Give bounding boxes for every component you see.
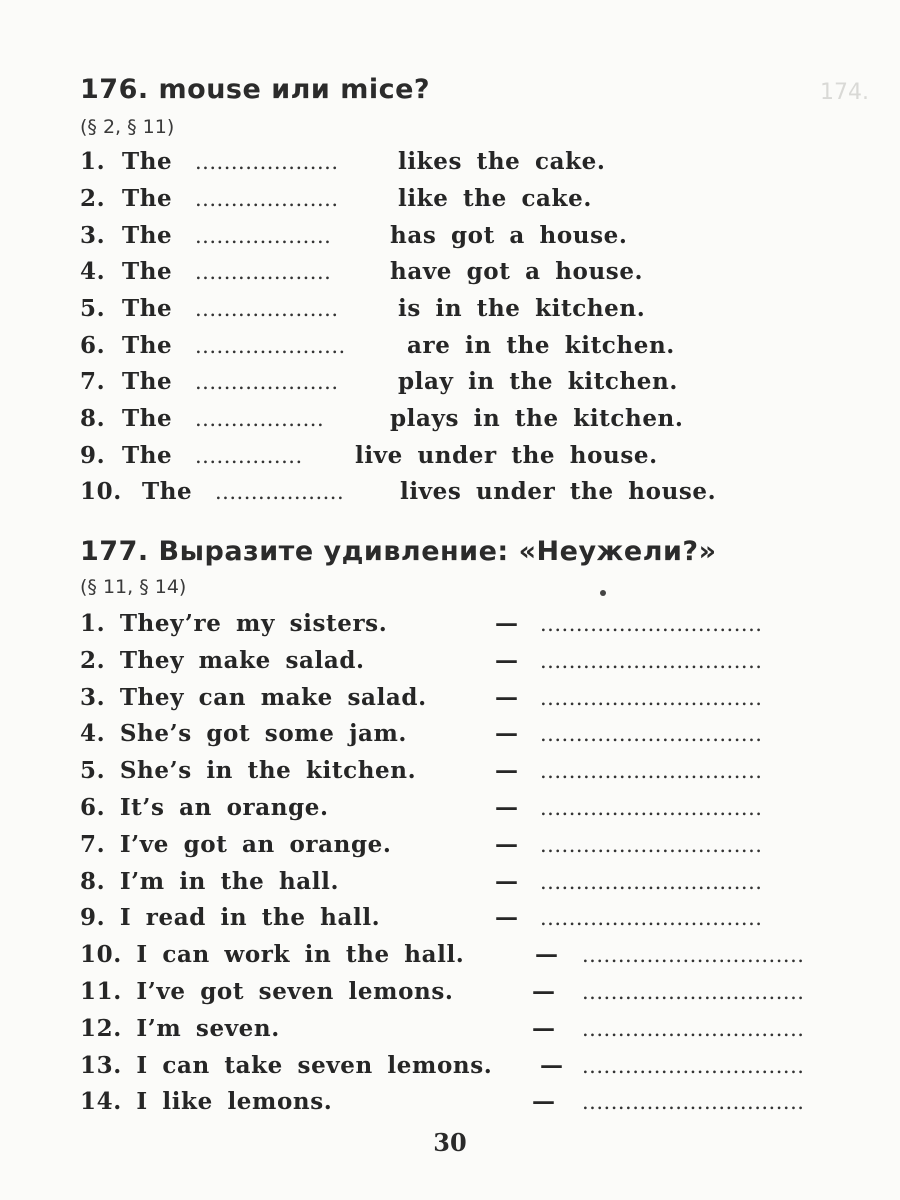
- answer-blank[interactable]: ...............................: [540, 906, 763, 930]
- exercise-176-item-number: 8.: [80, 405, 106, 432]
- exercise-176-item-number: 9.: [80, 442, 106, 469]
- em-dash: —: [495, 757, 518, 784]
- answer-blank[interactable]: ....................: [195, 297, 339, 321]
- exercise-177-sentence: 6. It’s an orange.: [80, 794, 329, 821]
- exercise-177-title: 177. Выразите удивление: «Неужели?»: [80, 536, 717, 567]
- answer-blank[interactable]: ...............................: [582, 1090, 805, 1114]
- exercise-177-sentence: 11. I’ve got seven lemons.: [80, 978, 454, 1005]
- exercise-176-item-number: 10.: [80, 478, 122, 505]
- exercise-176-item-number: 2.: [80, 185, 106, 212]
- answer-blank[interactable]: ...............................: [540, 759, 763, 783]
- answer-blank[interactable]: ..................: [215, 480, 345, 504]
- answer-blank[interactable]: ...............................: [582, 943, 805, 967]
- answer-blank[interactable]: ..................: [195, 407, 325, 431]
- exercise-176-item-suffix: is in the kitchen.: [398, 295, 646, 322]
- exercise-176-item-number: 3.: [80, 222, 106, 249]
- exercise-176-item-suffix: are in the kitchen.: [407, 332, 675, 359]
- exercise-176-item-suffix: plays in the kitchen.: [390, 405, 684, 432]
- exercise-177-sentence: 8. I’m in the hall.: [80, 868, 340, 895]
- em-dash: —: [495, 868, 518, 895]
- exercise-176-item-article: The: [122, 258, 173, 285]
- exercise-176-item-article: The: [142, 478, 193, 505]
- answer-blank[interactable]: ....................: [195, 187, 339, 211]
- exercise-176-item-number: 5.: [80, 295, 106, 322]
- em-dash: —: [535, 941, 558, 968]
- exercise-176-item-number: 1.: [80, 148, 106, 175]
- exercise-176-item-number: 4.: [80, 258, 106, 285]
- em-dash: —: [495, 684, 518, 711]
- answer-blank[interactable]: ...............................: [540, 649, 763, 673]
- exercise-176-item-suffix: like the cake.: [398, 185, 592, 212]
- page-number: 30: [433, 1128, 467, 1157]
- em-dash: —: [532, 1088, 555, 1115]
- answer-blank[interactable]: ...................: [195, 224, 332, 248]
- answer-blank[interactable]: ...............................: [582, 980, 805, 1004]
- exercise-176-item-article: The: [122, 405, 173, 432]
- exercise-177-sentence: 14. I like lemons.: [80, 1088, 333, 1115]
- answer-blank[interactable]: ...............................: [540, 686, 763, 710]
- answer-blank[interactable]: .....................: [195, 334, 346, 358]
- stray-dot: [600, 590, 606, 596]
- em-dash: —: [495, 647, 518, 674]
- answer-blank[interactable]: ...............................: [540, 612, 763, 636]
- em-dash: —: [495, 794, 518, 821]
- exercise-176-item-suffix: play in the kitchen.: [398, 368, 678, 395]
- exercise-176-item-article: The: [122, 368, 173, 395]
- exercise-176-item-suffix: lives under the house.: [400, 478, 717, 505]
- exercise-177-sentence: 5. She’s in the kitchen.: [80, 757, 417, 784]
- exercise-176-title: 176. mouse или mice?: [80, 74, 431, 105]
- exercise-177-reference: (§ 11, § 14): [80, 576, 187, 598]
- exercise-177-sentence: 4. She’s got some jam.: [80, 720, 408, 747]
- answer-blank[interactable]: ....................: [195, 150, 339, 174]
- exercise-176-item-article: The: [122, 222, 173, 249]
- exercise-177-sentence: 2. They make salad.: [80, 647, 365, 674]
- em-dash: —: [540, 1052, 563, 1079]
- em-dash: —: [532, 978, 555, 1005]
- exercise-176-item-suffix: likes the cake.: [398, 148, 606, 175]
- em-dash: —: [495, 831, 518, 858]
- exercise-176-item-article: The: [122, 185, 173, 212]
- exercise-177-sentence: 7. I’ve got an orange.: [80, 831, 392, 858]
- exercise-176-item-article: The: [122, 442, 173, 469]
- answer-blank[interactable]: ...............................: [582, 1054, 805, 1078]
- answer-blank[interactable]: ...............................: [540, 796, 763, 820]
- exercise-176-item-article: The: [122, 295, 173, 322]
- exercise-177-sentence: 10. I can work in the hall.: [80, 941, 465, 968]
- em-dash: —: [495, 610, 518, 637]
- em-dash: —: [495, 904, 518, 931]
- answer-blank[interactable]: ....................: [195, 370, 339, 394]
- answer-blank[interactable]: ...............................: [582, 1017, 805, 1041]
- exercise-176-item-suffix: have got a house.: [390, 258, 644, 285]
- exercise-176-item-number: 7.: [80, 368, 106, 395]
- exercise-176-item-article: The: [122, 332, 173, 359]
- answer-blank[interactable]: ...................: [195, 260, 332, 284]
- exercise-177-sentence: 13. I can take seven lemons.: [80, 1052, 493, 1079]
- exercise-176-reference: (§ 2, § 11): [80, 116, 175, 138]
- exercise-177-sentence: 12. I’m seven.: [80, 1015, 280, 1042]
- answer-blank[interactable]: ...............: [195, 444, 303, 468]
- exercise-177-sentence: 3. They can make salad.: [80, 684, 427, 711]
- exercise-176-item-suffix: has got a house.: [390, 222, 628, 249]
- em-dash: —: [495, 720, 518, 747]
- answer-blank[interactable]: ...............................: [540, 870, 763, 894]
- exercise-176-item-suffix: live under the house.: [355, 442, 658, 469]
- answer-blank[interactable]: ...............................: [540, 833, 763, 857]
- bleed-through-text: 174.: [820, 80, 869, 105]
- exercise-176-item-number: 6.: [80, 332, 106, 359]
- exercise-177-sentence: 9. I read in the hall.: [80, 904, 381, 931]
- em-dash: —: [532, 1015, 555, 1042]
- exercise-176-item-article: The: [122, 148, 173, 175]
- answer-blank[interactable]: ...............................: [540, 722, 763, 746]
- exercise-177-sentence: 1. They’re my sisters.: [80, 610, 388, 637]
